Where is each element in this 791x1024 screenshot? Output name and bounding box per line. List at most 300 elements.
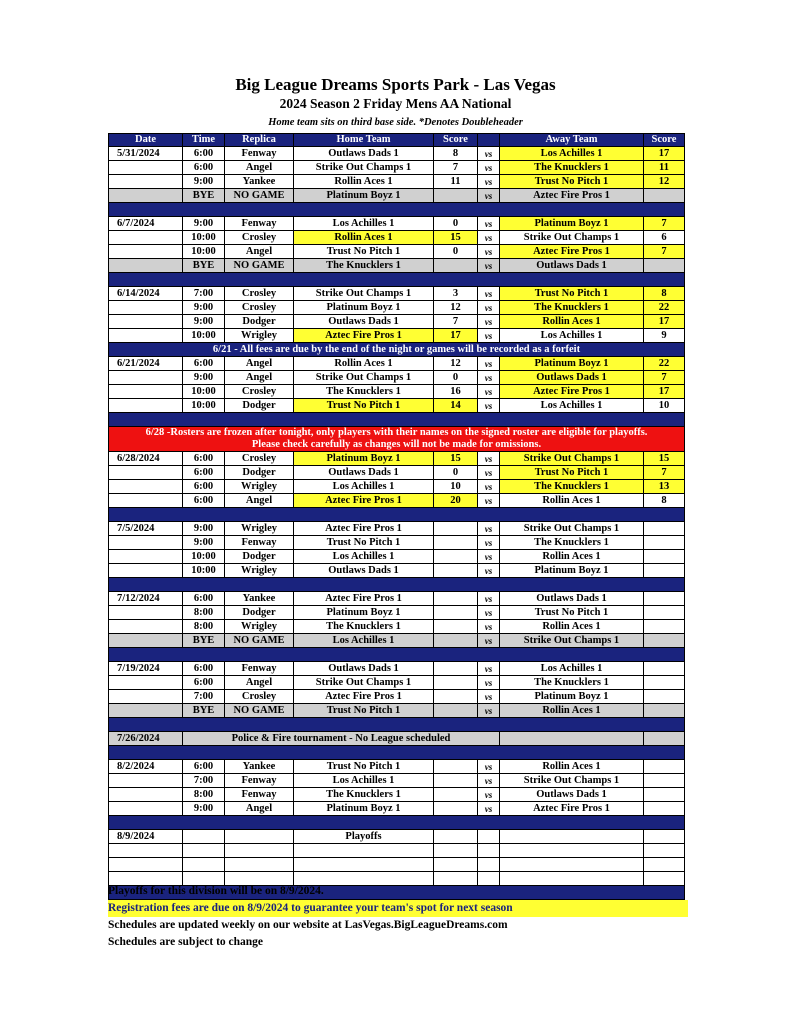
game-row	[109, 466, 685, 480]
home-score-cell	[434, 564, 478, 578]
separator-cell	[109, 816, 685, 830]
date-cell	[109, 620, 183, 634]
date-cell	[109, 704, 183, 718]
date-cell: 7/5/2024	[109, 522, 183, 536]
home-team-cell: Platinum Boyz 1	[294, 606, 434, 620]
home-score-cell: 16	[434, 385, 478, 399]
away-score-cell: 15	[644, 452, 685, 466]
game-row	[109, 760, 685, 774]
date-cell: 7/12/2024	[109, 592, 183, 606]
replica-field-cell: Wrigley	[225, 522, 294, 536]
vs-cell: vs	[478, 175, 500, 189]
home-score-cell	[434, 259, 478, 273]
replica-field-cell: Dodger	[225, 466, 294, 480]
away-score-cell: 11	[644, 161, 685, 175]
home-score-cell	[434, 606, 478, 620]
replica-field-cell: Crosley	[225, 287, 294, 301]
registration-note: Registration fees are due on 8/9/2024 to guarantee your team's spot for next season	[108, 900, 688, 917]
empty-cell	[109, 858, 183, 872]
replica-field-cell: Angel	[225, 494, 294, 508]
time-cell: 6:00	[183, 466, 225, 480]
date-cell	[109, 676, 183, 690]
home-team-cell: Los Achilles 1	[294, 550, 434, 564]
away-score-cell	[644, 830, 685, 844]
replica-field-cell: Fenway	[225, 774, 294, 788]
date-cell	[109, 259, 183, 273]
empty-cell	[500, 844, 644, 858]
away-team-cell: Rollin Aces 1	[500, 760, 644, 774]
vs-cell: vs	[478, 452, 500, 466]
game-row	[109, 161, 685, 175]
vs-cell: vs	[478, 480, 500, 494]
game-row	[109, 315, 685, 329]
away-score-cell: 17	[644, 315, 685, 329]
table-header-row	[109, 134, 685, 147]
away-score-cell: 13	[644, 480, 685, 494]
replica-field-cell: Crosley	[225, 231, 294, 245]
away-team-cell: Strike Out Champs 1	[500, 452, 644, 466]
home-team-cell: Aztec Fire Pros 1	[294, 522, 434, 536]
home-team-cell: Trust No Pitch 1	[294, 536, 434, 550]
away-score-cell	[644, 259, 685, 273]
week-separator-row	[109, 648, 685, 662]
week-separator-row	[109, 746, 685, 760]
home-score-cell: 7	[434, 315, 478, 329]
date-cell: 8/9/2024	[109, 830, 183, 844]
home-score-cell	[434, 760, 478, 774]
replica-field-cell: Crosley	[225, 452, 294, 466]
home-team-cell: The Knucklers 1	[294, 788, 434, 802]
game-row	[109, 494, 685, 508]
time-cell: 6:00	[183, 480, 225, 494]
bye-row	[109, 189, 685, 203]
replica-field-cell: Angel	[225, 161, 294, 175]
separator-cell	[109, 578, 685, 592]
fee-notice-row	[109, 343, 685, 357]
vs-cell: vs	[478, 259, 500, 273]
replica-field-cell: Fenway	[225, 662, 294, 676]
away-score-cell: 6	[644, 231, 685, 245]
away-team-cell: Los Achilles 1	[500, 147, 644, 161]
empty-row	[109, 844, 685, 858]
home-team-note: Home team sits on third base side. *Denotes Doubleheader	[268, 117, 523, 128]
vs-cell: vs	[478, 774, 500, 788]
time-cell: BYE	[183, 704, 225, 718]
time-cell: 9:00	[183, 301, 225, 315]
home-score-cell	[434, 189, 478, 203]
time-cell	[183, 830, 225, 844]
date-cell	[109, 802, 183, 816]
time-cell: 6:00	[183, 357, 225, 371]
empty-cell	[225, 858, 294, 872]
empty-cell	[183, 844, 225, 858]
game-row	[109, 301, 685, 315]
header-away-score: Score	[644, 134, 685, 147]
time-cell: 8:00	[183, 606, 225, 620]
separator-cell	[109, 648, 685, 662]
time-cell: BYE	[183, 259, 225, 273]
vs-cell: vs	[478, 231, 500, 245]
empty-cell	[434, 858, 478, 872]
away-score-cell	[644, 760, 685, 774]
empty-cell	[644, 844, 685, 858]
empty-cell	[478, 844, 500, 858]
home-team-cell: Strike Out Champs 1	[294, 371, 434, 385]
away-score-cell	[644, 774, 685, 788]
home-score-cell: 20	[434, 494, 478, 508]
home-score-cell: 0	[434, 466, 478, 480]
date-cell	[109, 371, 183, 385]
game-row	[109, 245, 685, 259]
home-score-cell	[434, 620, 478, 634]
home-team-cell: Playoffs	[294, 830, 434, 844]
time-cell: 6:00	[183, 760, 225, 774]
vs-cell: vs	[478, 704, 500, 718]
game-row	[109, 774, 685, 788]
vs-cell: vs	[478, 301, 500, 315]
vs-cell: vs	[478, 634, 500, 648]
time-cell: 7:00	[183, 774, 225, 788]
away-score-cell: 7	[644, 217, 685, 231]
game-row	[109, 606, 685, 620]
empty-cell	[478, 858, 500, 872]
game-row	[109, 536, 685, 550]
game-row	[109, 676, 685, 690]
away-team-cell: Trust No Pitch 1	[500, 606, 644, 620]
replica-field-cell: Angel	[225, 357, 294, 371]
time-cell: 10:00	[183, 385, 225, 399]
date-cell	[109, 399, 183, 413]
game-row	[109, 287, 685, 301]
replica-field-cell: Fenway	[225, 147, 294, 161]
header-home-score: Score	[434, 134, 478, 147]
away-score-cell	[644, 676, 685, 690]
home-score-cell	[434, 676, 478, 690]
game-row	[109, 357, 685, 371]
time-cell: BYE	[183, 634, 225, 648]
home-score-cell	[434, 536, 478, 550]
away-team-cell	[500, 830, 644, 844]
home-team-cell: The Knucklers 1	[294, 259, 434, 273]
replica-field-cell: Yankee	[225, 760, 294, 774]
game-row	[109, 788, 685, 802]
home-score-cell: 0	[434, 217, 478, 231]
date-cell: 6/21/2024	[109, 357, 183, 371]
time-cell: 10:00	[183, 550, 225, 564]
away-score-cell	[644, 536, 685, 550]
replica-field-cell: Wrigley	[225, 620, 294, 634]
separator-cell	[109, 413, 685, 427]
schedule-table	[108, 133, 685, 900]
home-team-cell: Trust No Pitch 1	[294, 704, 434, 718]
home-team-cell: Trust No Pitch 1	[294, 760, 434, 774]
subject-to-change-note: Schedules are subject to change	[108, 936, 264, 948]
home-team-cell: Outlaws Dads 1	[294, 147, 434, 161]
game-row	[109, 231, 685, 245]
home-team-cell: The Knucklers 1	[294, 620, 434, 634]
home-team-cell: Platinum Boyz 1	[294, 301, 434, 315]
time-cell: 9:00	[183, 536, 225, 550]
roster-notice-row	[109, 427, 685, 452]
away-score-cell	[644, 802, 685, 816]
vs-cell: vs	[478, 620, 500, 634]
game-row	[109, 217, 685, 231]
away-score-cell: 17	[644, 147, 685, 161]
away-score-cell: 7	[644, 371, 685, 385]
separator-cell	[109, 718, 685, 732]
notice-text: 6/21 - All fees are due by the end of the night or games will be recorded as a forfeit	[109, 343, 685, 357]
home-team-cell: Trust No Pitch 1	[294, 245, 434, 259]
event-row	[109, 732, 685, 746]
time-cell: 6:00	[183, 452, 225, 466]
home-team-cell: Strike Out Champs 1	[294, 161, 434, 175]
empty-cell	[225, 844, 294, 858]
time-cell: 9:00	[183, 217, 225, 231]
home-team-cell: Aztec Fire Pros 1	[294, 329, 434, 343]
time-cell: 10:00	[183, 399, 225, 413]
header-date: Date	[109, 134, 183, 147]
game-row	[109, 620, 685, 634]
vs-cell: vs	[478, 550, 500, 564]
time-cell: 10:00	[183, 231, 225, 245]
home-score-cell	[434, 522, 478, 536]
date-cell	[109, 301, 183, 315]
replica-field-cell: Wrigley	[225, 480, 294, 494]
home-team-cell: Strike Out Champs 1	[294, 287, 434, 301]
home-team-cell: Outlaws Dads 1	[294, 662, 434, 676]
home-team-cell: Rollin Aces 1	[294, 231, 434, 245]
date-cell	[109, 245, 183, 259]
header-time: Time	[183, 134, 225, 147]
home-score-cell: 0	[434, 371, 478, 385]
away-score-cell: 22	[644, 357, 685, 371]
vs-cell: vs	[478, 399, 500, 413]
bye-row	[109, 704, 685, 718]
time-cell: 8:00	[183, 788, 225, 802]
week-separator-row	[109, 718, 685, 732]
replica-field-cell	[225, 830, 294, 844]
time-cell: 6:00	[183, 494, 225, 508]
vs-cell: vs	[478, 147, 500, 161]
replica-field-cell: Dodger	[225, 550, 294, 564]
home-score-cell: 14	[434, 399, 478, 413]
away-score-cell: 9	[644, 329, 685, 343]
home-team-cell: Outlaws Dads 1	[294, 564, 434, 578]
game-row	[109, 329, 685, 343]
away-team-cell: Platinum Boyz 1	[500, 564, 644, 578]
vs-cell: vs	[478, 662, 500, 676]
separator-cell	[109, 273, 685, 287]
empty-cell	[500, 858, 644, 872]
home-score-cell	[434, 690, 478, 704]
vs-cell: vs	[478, 385, 500, 399]
date-cell	[109, 494, 183, 508]
away-team-cell: Rollin Aces 1	[500, 494, 644, 508]
game-row	[109, 175, 685, 189]
home-score-cell	[434, 774, 478, 788]
time-cell: 6:00	[183, 592, 225, 606]
home-score-cell: 12	[434, 301, 478, 315]
away-team-cell: Los Achilles 1	[500, 329, 644, 343]
home-team-cell: Rollin Aces 1	[294, 175, 434, 189]
replica-field-cell: Fenway	[225, 217, 294, 231]
roster-notice-line2: Please check carefully as changes will not be made for omissions.	[251, 439, 542, 450]
away-score-cell	[644, 522, 685, 536]
game-row	[109, 480, 685, 494]
away-score-cell	[644, 788, 685, 802]
time-cell: 9:00	[183, 315, 225, 329]
date-cell	[109, 536, 183, 550]
replica-field-cell: Yankee	[225, 175, 294, 189]
replica-field-cell: Wrigley	[225, 329, 294, 343]
home-score-cell: 3	[434, 287, 478, 301]
replica-field-cell: Fenway	[225, 788, 294, 802]
time-cell: 6:00	[183, 161, 225, 175]
home-score-cell	[434, 788, 478, 802]
empty-cell	[294, 858, 434, 872]
empty-cell	[183, 858, 225, 872]
away-score-cell: 7	[644, 245, 685, 259]
page-subtitle: 2024 Season 2 Friday Mens AA National	[279, 96, 512, 111]
date-cell	[109, 774, 183, 788]
away-score-cell	[644, 606, 685, 620]
time-cell: 10:00	[183, 564, 225, 578]
game-row	[109, 147, 685, 161]
vs-cell: vs	[478, 161, 500, 175]
replica-field-cell: NO GAME	[225, 634, 294, 648]
home-score-cell: 12	[434, 357, 478, 371]
vs-cell: vs	[478, 760, 500, 774]
separator-cell	[109, 508, 685, 522]
separator-cell	[109, 203, 685, 217]
time-cell: 6:00	[183, 662, 225, 676]
replica-field-cell: NO GAME	[225, 259, 294, 273]
away-team-cell: Strike Out Champs 1	[500, 634, 644, 648]
away-team-cell: Strike Out Champs 1	[500, 774, 644, 788]
vs-cell: vs	[478, 592, 500, 606]
vs-cell	[478, 830, 500, 844]
date-cell	[109, 315, 183, 329]
away-team-cell: The Knucklers 1	[500, 536, 644, 550]
event-text: Police & Fire tournament - No League scheduled	[183, 732, 500, 746]
playoffs-note: Playoffs for this division will be on 8/9/2024.	[108, 885, 324, 897]
away-team-cell: Outlaws Dads 1	[500, 592, 644, 606]
vs-cell: vs	[478, 522, 500, 536]
date-cell	[109, 189, 183, 203]
vs-cell: vs	[478, 371, 500, 385]
date-cell: 7/26/2024	[109, 732, 183, 746]
time-cell: 7:00	[183, 690, 225, 704]
home-score-cell: 17	[434, 329, 478, 343]
away-score-cell: 7	[644, 466, 685, 480]
home-team-cell: Los Achilles 1	[294, 774, 434, 788]
date-cell	[109, 175, 183, 189]
away-team-cell: Aztec Fire Pros 1	[500, 245, 644, 259]
home-team-cell: Platinum Boyz 1	[294, 802, 434, 816]
empty-row	[109, 858, 685, 872]
home-team-cell: Los Achilles 1	[294, 634, 434, 648]
time-cell: 8:00	[183, 620, 225, 634]
away-score-cell	[644, 550, 685, 564]
time-cell: 9:00	[183, 522, 225, 536]
away-score-cell: 12	[644, 175, 685, 189]
time-cell: 10:00	[183, 245, 225, 259]
playoff-row	[109, 830, 685, 844]
away-score-cell	[644, 662, 685, 676]
replica-field-cell: Yankee	[225, 592, 294, 606]
away-score-cell	[644, 564, 685, 578]
vs-cell: vs	[478, 287, 500, 301]
away-team-cell: Outlaws Dads 1	[500, 259, 644, 273]
date-cell	[109, 466, 183, 480]
vs-cell: vs	[478, 494, 500, 508]
vs-cell: vs	[478, 357, 500, 371]
week-separator-row	[109, 816, 685, 830]
vs-cell: vs	[478, 788, 500, 802]
vs-cell: vs	[478, 245, 500, 259]
replica-field-cell: Dodger	[225, 315, 294, 329]
away-team-cell: Trust No Pitch 1	[500, 466, 644, 480]
time-cell: 9:00	[183, 802, 225, 816]
vs-cell: vs	[478, 606, 500, 620]
away-team-cell: Outlaws Dads 1	[500, 788, 644, 802]
away-team-cell: Aztec Fire Pros 1	[500, 385, 644, 399]
replica-field-cell: Crosley	[225, 301, 294, 315]
away-team-cell: Strike Out Champs 1	[500, 231, 644, 245]
date-cell: 6/28/2024	[109, 452, 183, 466]
replica-field-cell: NO GAME	[225, 189, 294, 203]
footer-notes	[108, 883, 688, 951]
home-team-cell: Rollin Aces 1	[294, 357, 434, 371]
away-team-cell: Trust No Pitch 1	[500, 175, 644, 189]
empty-cell	[434, 844, 478, 858]
replica-field-cell: Angel	[225, 245, 294, 259]
replica-field-cell: Wrigley	[225, 564, 294, 578]
away-score-cell	[644, 704, 685, 718]
game-row	[109, 452, 685, 466]
home-team-cell: Platinum Boyz 1	[294, 452, 434, 466]
home-score-cell	[434, 634, 478, 648]
home-team-cell: Platinum Boyz 1	[294, 189, 434, 203]
replica-field-cell: Crosley	[225, 690, 294, 704]
away-team-cell: Los Achilles 1	[500, 399, 644, 413]
away-score-cell: 22	[644, 301, 685, 315]
home-team-cell: Trust No Pitch 1	[294, 399, 434, 413]
replica-field-cell: Dodger	[225, 399, 294, 413]
header-home-team: Home Team	[294, 134, 434, 147]
game-row	[109, 690, 685, 704]
home-score-cell: 8	[434, 147, 478, 161]
away-score-cell	[644, 690, 685, 704]
game-row	[109, 385, 685, 399]
away-score-cell	[644, 620, 685, 634]
game-row	[109, 592, 685, 606]
game-row	[109, 371, 685, 385]
away-team-cell: Rollin Aces 1	[500, 315, 644, 329]
home-score-cell	[434, 704, 478, 718]
home-score-cell: 15	[434, 452, 478, 466]
game-row	[109, 399, 685, 413]
home-team-cell: Aztec Fire Pros 1	[294, 494, 434, 508]
home-score-cell	[434, 550, 478, 564]
away-team-cell: Strike Out Champs 1	[500, 522, 644, 536]
header-replica: Replica	[225, 134, 294, 147]
replica-field-cell: Fenway	[225, 536, 294, 550]
home-score-cell: 11	[434, 175, 478, 189]
home-team-cell: Los Achilles 1	[294, 217, 434, 231]
game-row	[109, 522, 685, 536]
home-score-cell	[434, 592, 478, 606]
